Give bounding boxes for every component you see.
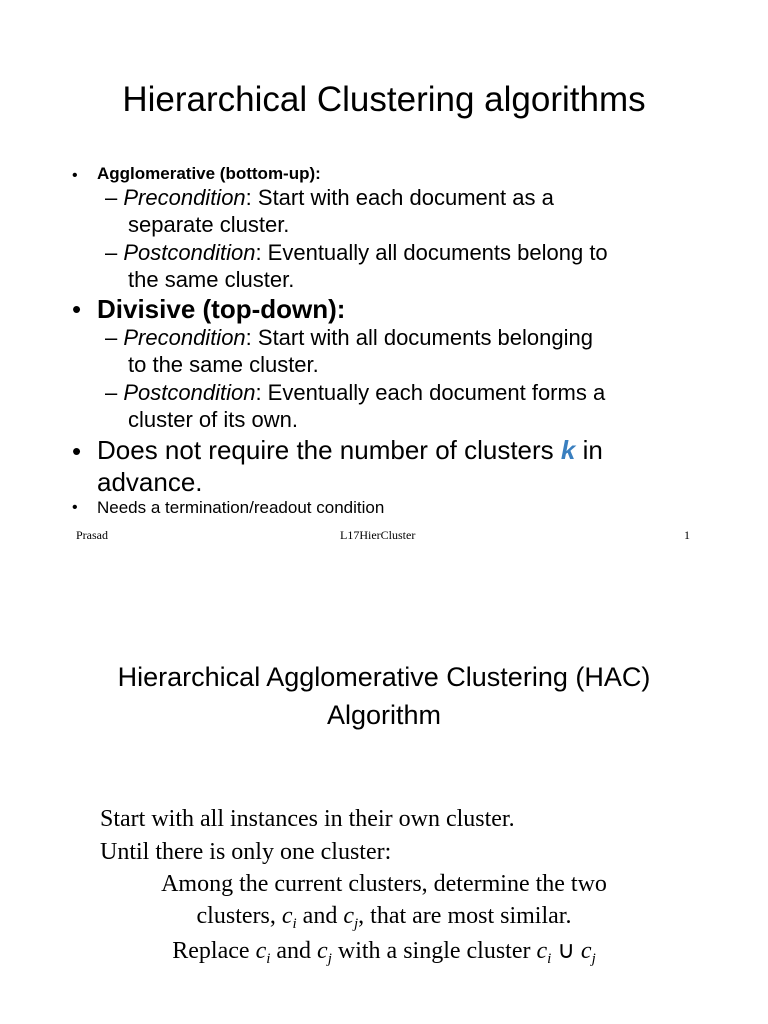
agglomerative-heading: Agglomerative (bottom-up): <box>97 164 321 183</box>
term-precondition: Precondition <box>123 185 246 210</box>
footer-page-number: 1 <box>684 528 690 542</box>
step4-text: clusters, <box>196 903 282 929</box>
agglo-postcondition-cont: the same cluster. <box>128 267 295 292</box>
var-c: c <box>536 938 548 964</box>
norequire-in: in <box>575 435 603 465</box>
term-postcondition: Postcondition <box>123 240 256 265</box>
agglo-precondition-line: – Precondition: Start with each document as a <box>105 185 554 210</box>
var-c: c <box>255 938 267 964</box>
slide-title-line-2: Algorithm <box>326 700 442 730</box>
norequire-cont: advance. <box>97 467 203 497</box>
subscript-i: i <box>292 916 297 932</box>
var-c: c <box>317 938 328 964</box>
algorithm-step-5 <box>0 936 768 965</box>
algorithm-step-4 <box>0 903 768 930</box>
step5-text: Replace <box>172 938 256 964</box>
var-c: c <box>281 903 293 929</box>
step5-and: and <box>270 938 318 964</box>
subscript-j: j <box>327 951 332 967</box>
slide-title: Hierarchical Clustering algorithms <box>122 80 646 119</box>
norequire-text: Does not require the number of clusters <box>97 435 561 465</box>
step4-tail: , that are most similar. <box>358 903 572 929</box>
subscript-i: i <box>547 951 552 967</box>
k-variable: k <box>560 435 576 465</box>
divisive-postcondition-text: : Eventually each document forms a <box>255 380 606 405</box>
agglo-postcondition-text: : Eventually all documents belong to <box>255 240 608 265</box>
footer-file: L17HierCluster <box>340 528 416 542</box>
slide-title <box>0 658 768 734</box>
algorithm-step-2: Until there is only one cluster: <box>100 839 392 865</box>
bullet-dot: • <box>72 499 78 516</box>
bullet-dot: • <box>72 294 82 324</box>
algorithm-step-1: Start with all instances in their own cluster. <box>100 806 515 832</box>
subscript-j: j <box>353 916 359 932</box>
slide-title-line-1: Hierarchical Agglomerative Clustering (HAC) <box>117 662 651 692</box>
algorithm-step-3: Among the current clusters, determine the two <box>161 871 607 897</box>
union-symbol: ∪ <box>551 938 581 964</box>
subscript-j: j <box>591 951 596 967</box>
divisive-postcondition-cont: cluster of its own. <box>128 407 298 432</box>
norequire-line <box>97 435 603 466</box>
divisive-precondition-line: – Precondition: Start with all documents belonging <box>105 325 593 350</box>
var-c: c <box>343 903 354 929</box>
term-postcondition: Postcondition <box>123 380 256 405</box>
subscript-i: i <box>266 951 271 967</box>
agglo-precondition-cont: separate cluster. <box>128 212 290 237</box>
var-c: c <box>580 938 592 964</box>
bullet-dot: • <box>72 167 78 184</box>
footer-author: Prasad <box>76 528 108 542</box>
step5-tail: with a single cluster <box>331 938 537 964</box>
bullet-dot: • <box>72 436 82 466</box>
term-precondition: Precondition <box>123 325 246 350</box>
divisive-precondition-text: : Start with all documents belonging <box>245 325 593 350</box>
step4-and: and <box>296 903 344 929</box>
divisive-postcondition-line: – Postcondition: Eventually each document forms a <box>105 380 606 405</box>
agglo-precondition-text: : Start with each document as a <box>245 185 554 210</box>
divisive-precondition-cont: to the same cluster. <box>128 352 319 377</box>
agglo-postcondition-line: – Postcondition: Eventually all documents belong to <box>105 240 608 265</box>
termination-text: Needs a termination/readout condition <box>97 498 385 517</box>
divisive-heading: Divisive (top-down): <box>97 294 346 324</box>
